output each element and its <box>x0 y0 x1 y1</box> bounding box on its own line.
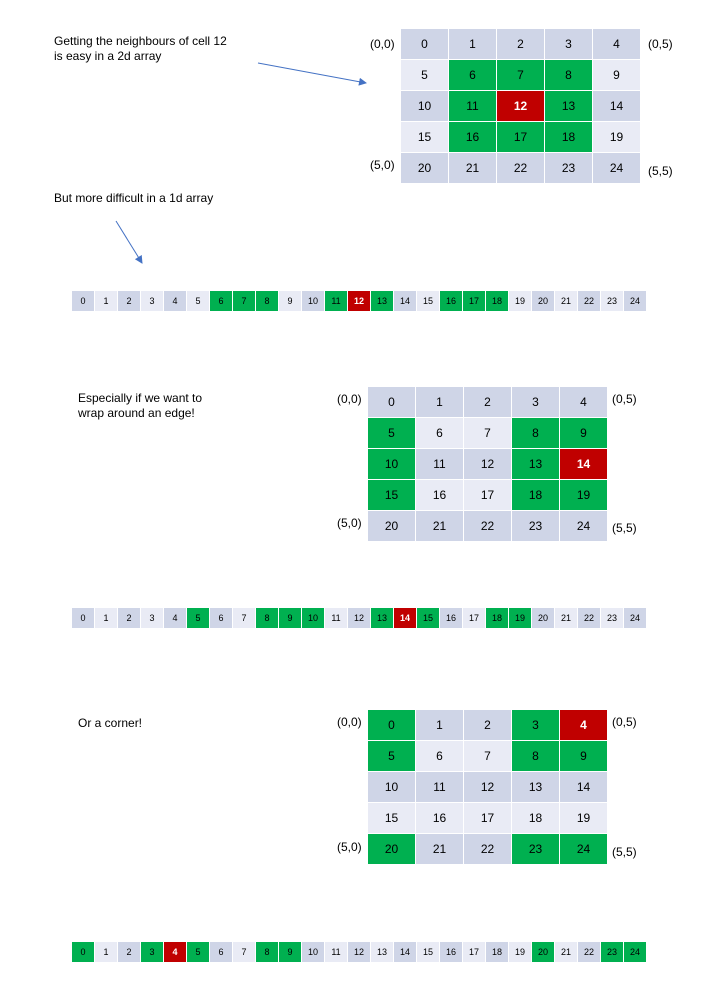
grid-2d-edge <box>368 387 607 541</box>
grid-cell: 0 <box>368 710 415 740</box>
grid-cell: 21 <box>416 511 463 541</box>
grid-cell: 23 <box>545 153 592 183</box>
coord-bottom-left: (5,0) <box>337 516 362 530</box>
array-cell: 0 <box>72 942 94 962</box>
grid-cell: 16 <box>449 122 496 152</box>
array-cell: 11 <box>325 291 347 311</box>
grid-cell: 15 <box>368 803 415 833</box>
array-cell: 23 <box>601 608 623 628</box>
array-cell: 21 <box>555 608 577 628</box>
array-cell: 20 <box>532 942 554 962</box>
array-cell: 17 <box>463 942 485 962</box>
grid-cell: 22 <box>464 511 511 541</box>
grid-cell: 4 <box>560 387 607 417</box>
grid-cell: 2 <box>464 710 511 740</box>
array-cell: 0 <box>72 608 94 628</box>
array-cell: 18 <box>486 291 508 311</box>
array-cell: 7 <box>233 608 255 628</box>
grid-cell: 12 <box>464 772 511 802</box>
grid-cell: 14 <box>560 449 607 479</box>
array-cell: 15 <box>417 942 439 962</box>
array-cell: 6 <box>210 942 232 962</box>
grid-cell: 4 <box>593 29 640 59</box>
coord-bottom-left: (5,0) <box>370 158 395 172</box>
grid-cell: 20 <box>368 834 415 864</box>
grid-cell: 4 <box>560 710 607 740</box>
array-cell: 0 <box>72 291 94 311</box>
array-1d-center <box>72 291 646 311</box>
grid-cell: 15 <box>368 480 415 510</box>
grid-cell: 19 <box>560 803 607 833</box>
array-cell: 19 <box>509 608 531 628</box>
array-cell: 1 <box>95 291 117 311</box>
grid-cell: 23 <box>512 511 559 541</box>
array-cell: 8 <box>256 942 278 962</box>
array-cell: 2 <box>118 942 140 962</box>
grid-cell: 8 <box>512 418 559 448</box>
grid-cell: 20 <box>368 511 415 541</box>
array-cell: 2 <box>118 291 140 311</box>
array-cell: 18 <box>486 942 508 962</box>
array-cell: 17 <box>463 608 485 628</box>
array-cell: 3 <box>141 291 163 311</box>
array-cell: 13 <box>371 942 393 962</box>
grid-cell: 8 <box>512 741 559 771</box>
array-cell: 3 <box>141 942 163 962</box>
grid-cell: 0 <box>401 29 448 59</box>
array-cell: 9 <box>279 942 301 962</box>
array-cell: 10 <box>302 942 324 962</box>
array-cell: 7 <box>233 291 255 311</box>
array-cell: 4 <box>164 291 186 311</box>
coord-top-left: (0,0) <box>370 37 395 51</box>
grid-cell: 2 <box>464 387 511 417</box>
array-1d-corner <box>72 942 646 962</box>
grid-cell: 17 <box>497 122 544 152</box>
coord-top-right: (0,5) <box>612 392 637 406</box>
array-cell: 20 <box>532 608 554 628</box>
grid-cell: 9 <box>560 418 607 448</box>
array-cell: 5 <box>187 291 209 311</box>
array-cell: 23 <box>601 291 623 311</box>
grid-cell: 16 <box>416 803 463 833</box>
array-cell: 12 <box>348 608 370 628</box>
grid-cell: 18 <box>545 122 592 152</box>
grid-cell: 8 <box>545 60 592 90</box>
array-cell: 16 <box>440 608 462 628</box>
array-cell: 22 <box>578 608 600 628</box>
grid-cell: 24 <box>560 834 607 864</box>
coord-bottom-right: (5,5) <box>612 845 637 859</box>
array-cell: 5 <box>187 608 209 628</box>
array-cell: 17 <box>463 291 485 311</box>
grid-cell: 21 <box>416 834 463 864</box>
grid-cell: 1 <box>416 387 463 417</box>
grid-cell: 7 <box>497 60 544 90</box>
arrow-to-2d-grid <box>258 63 366 83</box>
grid-cell: 3 <box>545 29 592 59</box>
array-cell: 1 <box>95 608 117 628</box>
array-cell: 24 <box>624 608 646 628</box>
grid-cell: 10 <box>368 772 415 802</box>
coord-top-left: (0,0) <box>337 715 362 729</box>
array-cell: 16 <box>440 942 462 962</box>
array-cell: 2 <box>118 608 140 628</box>
array-cell: 19 <box>509 291 531 311</box>
grid-2d-center <box>401 29 640 183</box>
grid-cell: 15 <box>401 122 448 152</box>
grid-cell: 2 <box>497 29 544 59</box>
array-cell: 22 <box>578 291 600 311</box>
array-cell: 23 <box>601 942 623 962</box>
array-cell: 1 <box>95 942 117 962</box>
array-cell: 14 <box>394 291 416 311</box>
grid-cell: 11 <box>416 772 463 802</box>
array-cell: 15 <box>417 608 439 628</box>
grid-cell: 14 <box>593 91 640 121</box>
grid-cell: 1 <box>449 29 496 59</box>
array-cell: 21 <box>555 291 577 311</box>
coord-bottom-right: (5,5) <box>648 164 673 178</box>
grid-cell: 18 <box>512 480 559 510</box>
grid-cell: 16 <box>416 480 463 510</box>
array-cell: 16 <box>440 291 462 311</box>
array-cell: 15 <box>417 291 439 311</box>
grid-cell: 18 <box>512 803 559 833</box>
array-cell: 10 <box>302 291 324 311</box>
note-2d-easy: Getting the neighbours of cell 12 is easy in a 2d array <box>54 34 227 63</box>
array-cell: 22 <box>578 942 600 962</box>
grid-cell: 5 <box>368 418 415 448</box>
grid-cell: 17 <box>464 803 511 833</box>
array-cell: 14 <box>394 942 416 962</box>
coord-top-right: (0,5) <box>612 715 637 729</box>
grid-cell: 10 <box>401 91 448 121</box>
grid-cell: 20 <box>401 153 448 183</box>
grid-cell: 12 <box>497 91 544 121</box>
grid-cell: 7 <box>464 418 511 448</box>
grid-cell: 3 <box>512 387 559 417</box>
array-cell: 12 <box>348 942 370 962</box>
array-cell: 10 <box>302 608 324 628</box>
array-cell: 18 <box>486 608 508 628</box>
array-cell: 3 <box>141 608 163 628</box>
grid-cell: 22 <box>497 153 544 183</box>
array-cell: 6 <box>210 608 232 628</box>
note-1d-difficult: But more difficult in a 1d array <box>54 191 214 205</box>
grid-cell: 6 <box>449 60 496 90</box>
grid-cell: 5 <box>368 741 415 771</box>
array-cell: 21 <box>555 942 577 962</box>
grid-cell: 9 <box>593 60 640 90</box>
array-1d-edge <box>72 608 646 628</box>
grid-cell: 12 <box>464 449 511 479</box>
array-cell: 11 <box>325 942 347 962</box>
array-cell: 24 <box>624 291 646 311</box>
grid-cell: 19 <box>560 480 607 510</box>
grid-cell: 9 <box>560 741 607 771</box>
grid-cell: 24 <box>593 153 640 183</box>
array-cell: 12 <box>348 291 370 311</box>
array-cell: 24 <box>624 942 646 962</box>
grid-cell: 19 <box>593 122 640 152</box>
grid-2d-corner <box>368 710 607 864</box>
arrow-to-1d-array <box>116 221 142 263</box>
array-cell: 20 <box>532 291 554 311</box>
array-cell: 9 <box>279 291 301 311</box>
array-cell: 7 <box>233 942 255 962</box>
array-cell: 9 <box>279 608 301 628</box>
grid-cell: 6 <box>416 741 463 771</box>
grid-cell: 0 <box>368 387 415 417</box>
array-cell: 6 <box>210 291 232 311</box>
array-cell: 13 <box>371 608 393 628</box>
grid-cell: 21 <box>449 153 496 183</box>
array-cell: 5 <box>187 942 209 962</box>
grid-cell: 24 <box>560 511 607 541</box>
array-cell: 19 <box>509 942 531 962</box>
array-cell: 4 <box>164 942 186 962</box>
grid-cell: 10 <box>368 449 415 479</box>
grid-cell: 11 <box>416 449 463 479</box>
grid-cell: 6 <box>416 418 463 448</box>
array-cell: 11 <box>325 608 347 628</box>
coord-bottom-right: (5,5) <box>612 521 637 535</box>
coord-bottom-left: (5,0) <box>337 840 362 854</box>
grid-cell: 13 <box>512 772 559 802</box>
array-cell: 13 <box>371 291 393 311</box>
grid-cell: 14 <box>560 772 607 802</box>
grid-cell: 3 <box>512 710 559 740</box>
note-corner: Or a corner! <box>78 716 143 730</box>
note-wrap-edge: Especially if we want to wrap around an edge! <box>78 391 203 420</box>
grid-cell: 23 <box>512 834 559 864</box>
grid-cell: 11 <box>449 91 496 121</box>
grid-cell: 22 <box>464 834 511 864</box>
array-cell: 14 <box>394 608 416 628</box>
grid-cell: 5 <box>401 60 448 90</box>
grid-cell: 17 <box>464 480 511 510</box>
grid-cell: 1 <box>416 710 463 740</box>
coord-top-right: (0,5) <box>648 37 673 51</box>
array-cell: 8 <box>256 608 278 628</box>
grid-cell: 13 <box>512 449 559 479</box>
array-cell: 8 <box>256 291 278 311</box>
grid-cell: 7 <box>464 741 511 771</box>
grid-cell: 13 <box>545 91 592 121</box>
coord-top-left: (0,0) <box>337 392 362 406</box>
array-cell: 4 <box>164 608 186 628</box>
